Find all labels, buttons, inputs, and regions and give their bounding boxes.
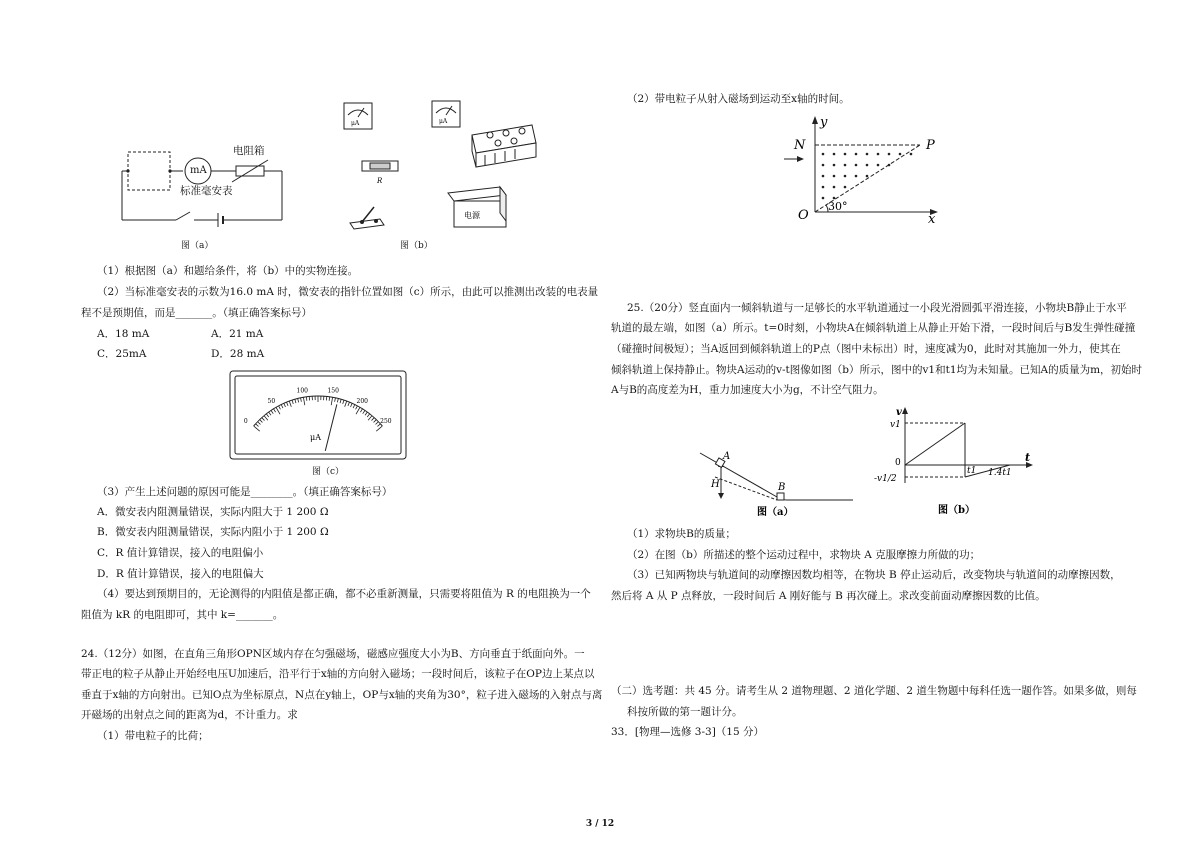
ma-label: mA	[190, 165, 207, 176]
field-dot	[833, 175, 836, 178]
microammeter-device-1	[344, 103, 372, 129]
fig25a-h: H	[711, 479, 720, 490]
figure-c-caption: 图（c）	[312, 467, 345, 477]
problem-25-question-3-line-2: 然后将 A 从 P 点释放，一段时间后 A 刚好能与 B 再次碰上。求改变前面动摩擦因数的比值。	[611, 590, 1046, 602]
problem-24-line-3: 垂直于x轴的方向射出。已知O点为坐标原点，N点在y轴上，OP与x轴的夹角为30°，粒子进入磁场的入射点与离	[81, 689, 603, 701]
field-dot	[877, 164, 880, 167]
question-4-line-1: （4）要达到预期目的，无论测得的内阻值是都正确，都不必重新测量，只需要将阻值为 R 的电阻换为一个	[97, 588, 591, 600]
fig25b-v: v	[896, 407, 902, 418]
question-3-option-d: D．R 值计算错误，接入的电阻偏大	[97, 568, 264, 580]
fig24-o: O	[798, 208, 809, 223]
figure-c-dial	[229, 370, 407, 460]
field-dot	[910, 153, 913, 156]
figure-25a-incline	[695, 445, 860, 520]
fig25b-t: t	[1025, 451, 1031, 464]
problem-24-line-1: 24.（12分）如图，在直角三角形OPN区域内存在匀强磁场，磁感应强度大小为B、方向垂直于纸面向外。一	[81, 648, 585, 660]
field-dot	[833, 164, 836, 167]
question-2-line-1: （2）当标准毫安表的示数为16.0 mA 时，微安表的指针位置如图（c）所示，由此可以推测出改装的电表量	[97, 286, 599, 298]
field-dot	[888, 164, 891, 167]
fig24-y: y	[820, 115, 828, 130]
field-dot	[822, 186, 825, 189]
fig25b-t14: 1.4t1	[988, 468, 1012, 478]
problem-25-question-2: （2）在图（b）所描述的整个运动过程中，求物块 A 克服摩擦力所做的功；	[627, 549, 981, 561]
fig25b-t1: t1	[967, 466, 977, 476]
dial-tick-label: 100	[296, 387, 308, 395]
problem-25-line-2: 轨道的最左端，如图（a）所示。t=0时刻，小物块A在倾斜轨道上从静止开始下滑，一段时间后与B发生弹性碰撞	[611, 322, 1136, 334]
field-dot	[855, 164, 858, 167]
question-3-option-a: A．微安表内阻测量错误，实际内阻大于 1 200 Ω	[97, 506, 329, 518]
figure-b-caption: 图（b）	[400, 241, 433, 251]
question-2-option-b: A．21 mA	[211, 328, 264, 340]
field-dot	[844, 186, 847, 189]
fig24-n: N	[794, 138, 806, 153]
field-dot	[822, 197, 825, 200]
field-dot	[822, 175, 825, 178]
fixed-resistor-device	[362, 161, 398, 171]
problem-25-line-1: 25.（20分）竖直面内一倾斜轨道与一足够长的水平轨道通过一小段光滑圆弧平滑连接，小物块B静止于水平	[627, 302, 1127, 314]
field-dot	[866, 153, 869, 156]
dial-tick-label: 250	[380, 417, 392, 425]
fig25a-b: B	[778, 482, 786, 493]
fig25b-zero: 0	[895, 458, 901, 468]
page-number: 3 / 12	[585, 819, 615, 829]
problem-24-line-2: 带正电的粒子从静止开始经电压U加速后，沿平行于x轴的方向射入磁场；一段时间后，该粒子在OP边上某点以	[81, 668, 595, 680]
field-dot	[833, 186, 836, 189]
resistor-box-device	[472, 125, 536, 167]
question-2-option-c: C．25mA	[97, 348, 147, 360]
dial-unit: μA	[310, 433, 321, 442]
power-supply-device	[448, 187, 506, 227]
standard-meter-label: 标准毫安表	[180, 185, 233, 197]
field-dot	[855, 153, 858, 156]
question-2-option-a: A．18 mA	[97, 328, 150, 340]
dial-tick-label: 50	[267, 397, 276, 405]
meter-2-glyph: μA	[439, 118, 448, 125]
problem-25-line-4: 倾斜轨道上保持静止。物块A运动的v-t图像如图（b）所示，图中的v1和t1均为未知量。已知A的质量为m，初始时	[611, 364, 1143, 376]
field-dot	[866, 175, 869, 178]
switch-device	[350, 207, 384, 229]
figure-b-components	[340, 95, 540, 240]
field-dot	[844, 153, 847, 156]
problem-25-line-3: （碰撞时间极短）；当A返回到倾斜轨道上的P点（图中未标出）时，速度减为0，此时对其施加一外力，使其在	[611, 343, 1121, 355]
elective-line-1: （二）选考题：共 45 分。请考生从 2 道物理题、2 道化学题、2 道生物题中每科任选一题作答。如果多做，则每	[611, 685, 1137, 697]
problem-24-line-4: 开磁场的出射点之间的距离为d，不计重力。求	[81, 709, 298, 721]
fig24-angle: 30°	[828, 200, 848, 213]
fig25b-v1: v1	[890, 420, 901, 430]
question-3: （3）产生上述问题的原因可能是________。（填正确答案标号）	[97, 486, 393, 498]
field-dot	[866, 164, 869, 167]
question-1: （1）根据图（a）和题给条件，将（b）中的实物连接。	[97, 265, 359, 277]
field-dot	[877, 153, 880, 156]
problem-25-line-5: A与B的高度差为H，重力加速度大小为g，不计空气阻力。	[611, 384, 884, 396]
field-dot	[844, 175, 847, 178]
question-2-option-d: D．28 mA	[211, 348, 265, 360]
fig25b-caption: 图（b）	[938, 505, 975, 516]
figure-25b-vt-graph	[870, 405, 1040, 517]
dial-tick-label: 0	[243, 417, 248, 425]
field-dot	[855, 175, 858, 178]
resistor-box-label: 电阻箱	[233, 145, 265, 157]
question-33-heading: 33．[物理—选修 3-3]（15 分）	[611, 726, 764, 738]
resistor-r-label: R	[377, 177, 383, 185]
dial-tick-label: 150	[327, 387, 339, 395]
figure-24-triangle	[780, 112, 950, 227]
field-dot	[833, 153, 836, 156]
question-3-option-b: B．微安表内阻测量错误，实际内阻小于 1 200 Ω	[97, 526, 329, 538]
question-4-line-2: 阻值为 kR 的电阻即可，其中 k=_______。	[81, 609, 284, 621]
problem-24-question-1: （1）带电粒子的比荷；	[97, 730, 209, 742]
figure-a-caption: 图（a）	[181, 241, 214, 251]
microammeter-device-2	[432, 101, 460, 127]
question-3-option-c: C．R 值计算错误，接入的电阻偏小	[97, 547, 264, 559]
question-2-line-2: 程不是预期值，而是_______。（填正确答案标号）	[81, 307, 312, 319]
problem-25-question-3-line-1: （3）已知两物块与轨道间的动摩擦因数均相等，在物块 B 停止运动后，改变物块与轨道间的动摩擦因数，	[627, 569, 1121, 581]
dial-tick	[306, 397, 307, 401]
problem-24-question-2: （2）带电粒子从射入磁场到运动至x轴的时间。	[627, 93, 850, 105]
fig24-x: x	[928, 212, 936, 227]
power-label: 电源	[464, 211, 480, 220]
fig25a-a: A	[723, 451, 731, 462]
field-dot	[833, 197, 836, 200]
problem-25-question-1: （1）求物块B的质量；	[627, 528, 736, 540]
field-dot	[822, 153, 825, 156]
dial-tick	[329, 397, 330, 401]
fig25a-caption: 图（a）	[757, 507, 794, 518]
field-dot	[888, 153, 891, 156]
elective-line-2: 科按所做的第一题计分。	[627, 706, 743, 718]
fig24-p: P	[926, 138, 935, 153]
dial-tick-label: 200	[356, 397, 368, 405]
field-dot	[822, 164, 825, 167]
field-dot	[844, 164, 847, 167]
field-dot	[899, 153, 902, 156]
meter-1-glyph: μA	[351, 120, 360, 127]
fig25b-neg: -v1/2	[874, 474, 897, 484]
